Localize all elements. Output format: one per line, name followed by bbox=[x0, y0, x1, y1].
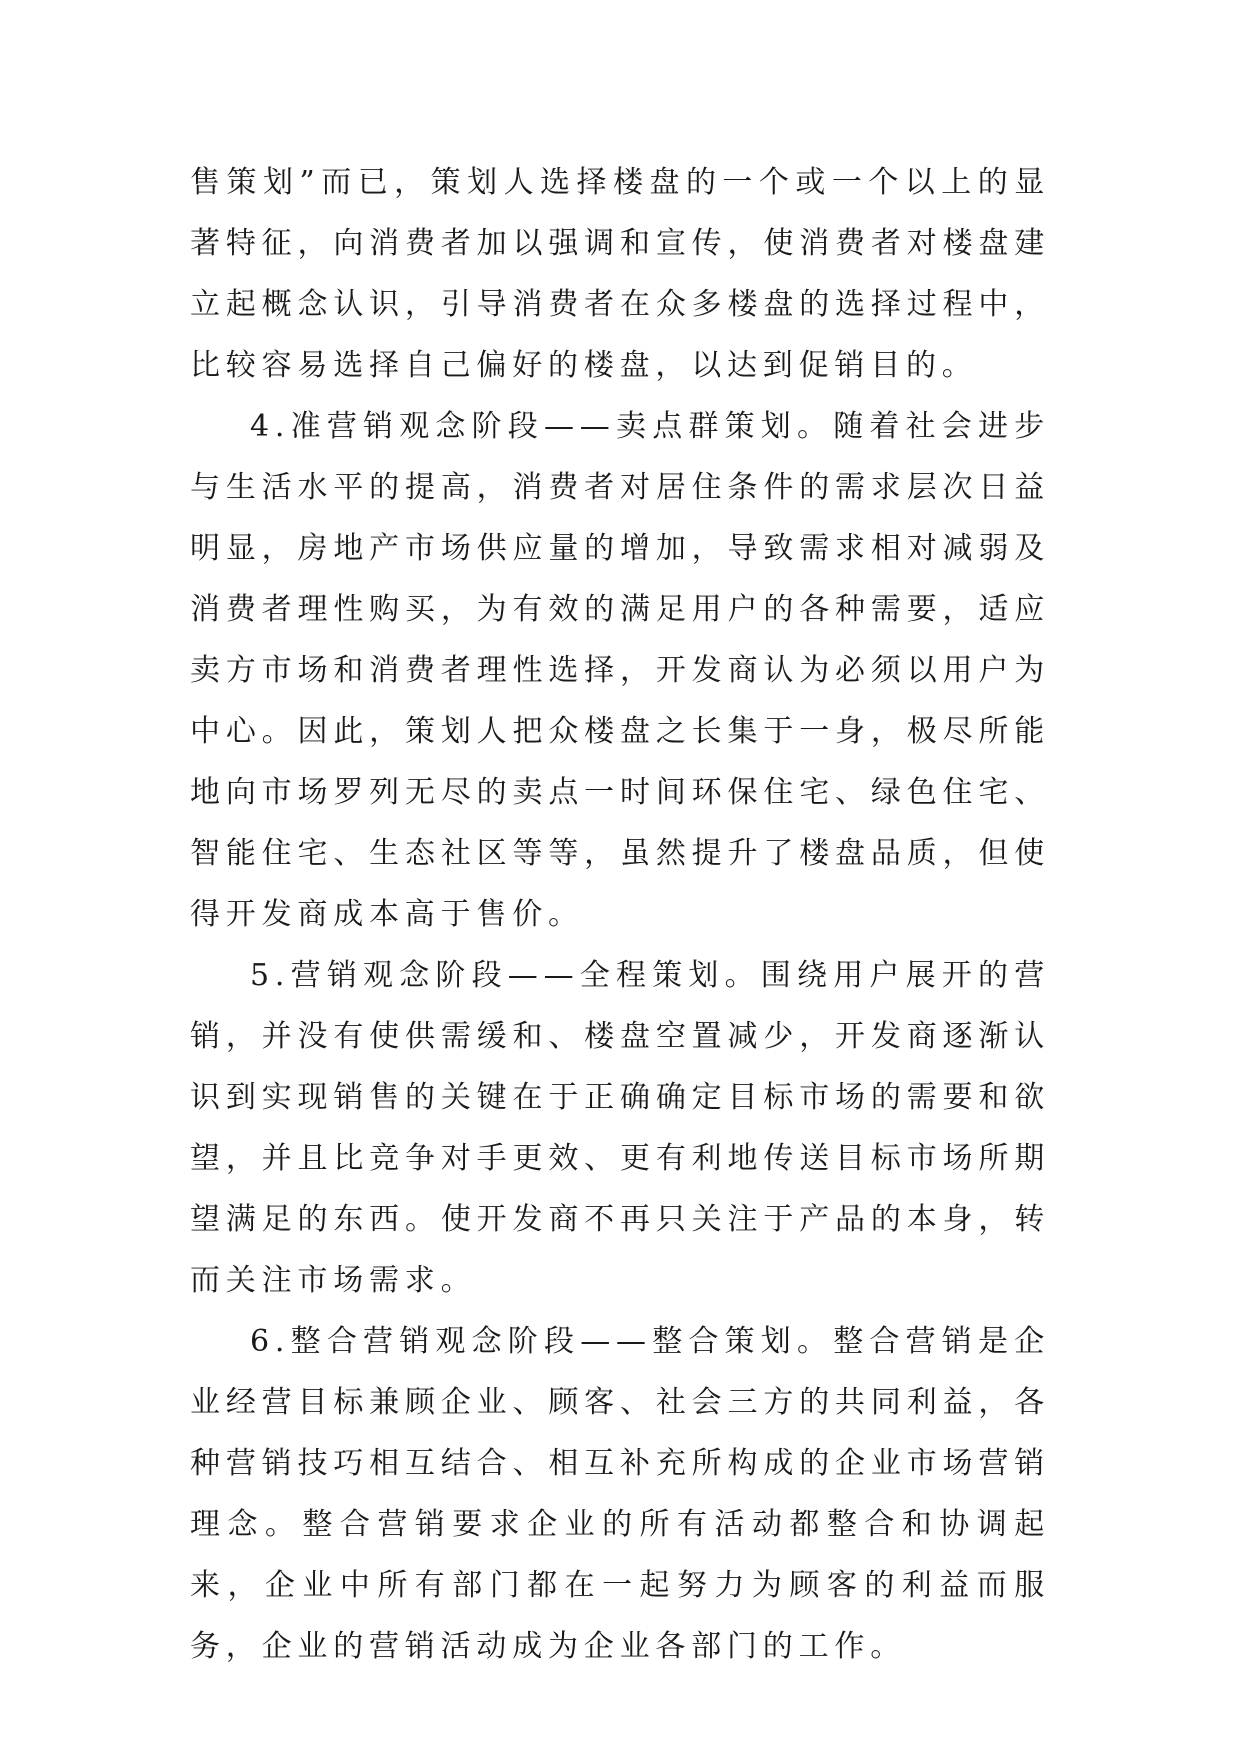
paragraph-continuation: 售策划”而已，策划人选择楼盘的一个或一个以上的显著特征，向消费者加以强调和宣传，使消费者对楼盘建立起概念认识，引导消费者在众多楼盘的选择过程中，比较容易选择自己偏好的楼盘，以达到促销目的。 bbox=[190, 165, 1050, 383]
body-text bbox=[190, 152, 1050, 1677]
paragraph-item-6: 6.整合营销观念阶段——整合策划。整合营销是企业经营目标兼顾企业、顾客、社会三方的共同利益，各种营销技巧相互结合、相互补充所构成的企业市场营销理念。整合营销要求企业的所有活动都整合和协调起来，企业中所有部门都在一起努力为顾客的利益而服务，企业的营销活动成为企业各部门的工作。 bbox=[190, 1324, 1050, 1664]
paragraph-item-5: 5.营销观念阶段——全程策划。围绕用户展开的营销，并没有使供需缓和、楼盘空置减少，开发商逐渐认识到实现销售的关键在于正确确定目标市场的需要和欲望，并且比竞争对手更效、更有利地传送目标市场所期望满足的东西。使开发商不再只关注于产品的本身，转而关注市场需求。 bbox=[190, 958, 1050, 1298]
paragraph-item-4: 4.准营销观念阶段——卖点群策划。随着社会进步与生活水平的提高，消费者对居住条件的需求层次日益明显，房地产市场供应量的增加，导致需求相对减弱及消费者理性购买，为有效的满足用户的各种需要，适应卖方市场和消费者理性选择，开发商认为必须以用户为中心。因此，策划人把众楼盘之长集于一身，极尽所能地向市场罗列无尽的卖点一时间环保住宅、绿色住宅、智能住宅、生态社区等等，虽然提升了楼盘品质，但使得开发商成本高于售价。 bbox=[190, 409, 1050, 932]
